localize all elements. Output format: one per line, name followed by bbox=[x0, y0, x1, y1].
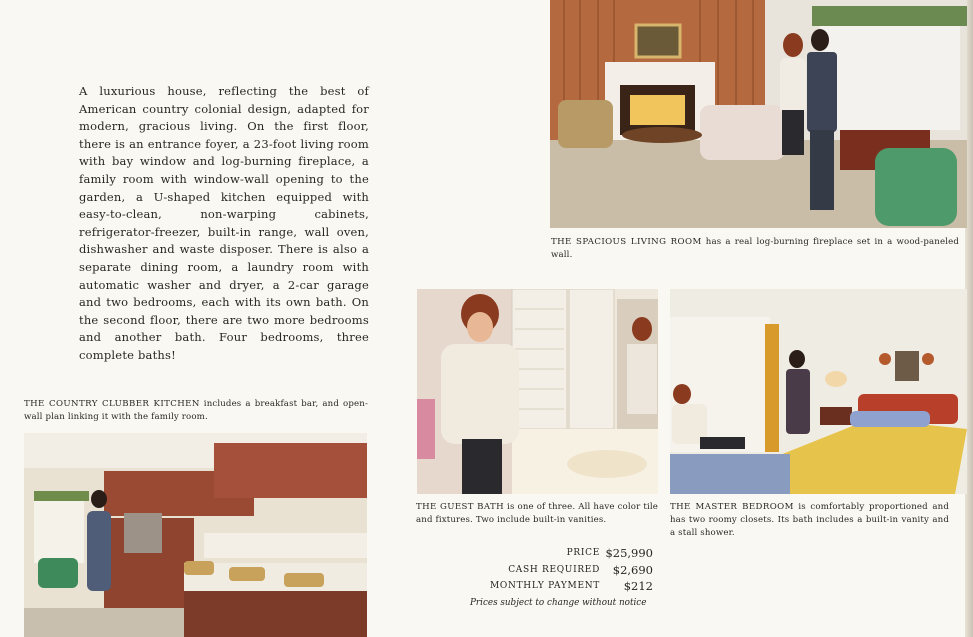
kitchen-caption-text: includes a breakfast bar, and open-wall plan linking it with the family room. bbox=[24, 399, 368, 422]
kitchen-caption bbox=[24, 398, 368, 424]
cash-required-row bbox=[417, 563, 653, 577]
guest-bath-caption-lead: THE GUEST BATH bbox=[416, 502, 505, 512]
guest-bath-photo bbox=[417, 289, 658, 494]
master-bedroom-caption bbox=[670, 501, 949, 540]
master-bedroom-caption-lead: THE MASTER BEDROOM bbox=[670, 502, 794, 512]
guest-bath-caption-text: is one of three. All have color tile and fixtures. Two include built-in vanities. bbox=[416, 502, 658, 525]
master-bedroom-photo bbox=[670, 289, 967, 494]
living-room-photo bbox=[550, 0, 967, 228]
cash-required-value: $2,690 bbox=[612, 563, 653, 577]
guest-bath-caption bbox=[416, 501, 658, 527]
monthly-payment-value: $212 bbox=[623, 579, 653, 593]
price-value: $25,990 bbox=[605, 546, 653, 560]
intro-paragraph: A luxurious house, reflecting the best of American country colonial design, adapted for modern, gracious living. On the first floor, there is an entrance foyer, a 23-foot living room with bay window and log-burning fireplace, a family room with window-wall opening to the garden, a U-shaped kitchen equipped with easy-to-clean, non-warping cabinets, refrigerator-freezer, built-in range, wall oven, dishwasher and waste disposer. There is also a separate dining room, a laundry room with automatic washer and dryer, a 2-car garage and two bedrooms, each with its own bath. On the second floor, there are two more bedrooms and another bath. Four bedrooms, three complete baths! bbox=[79, 84, 369, 362]
master-bedroom-caption-text: is comfortably proportioned and has two roomy closets. Its bath includes a built-in vanity and a stall shower. bbox=[670, 502, 950, 538]
living-room-caption bbox=[551, 236, 959, 262]
price-row bbox=[417, 546, 653, 560]
living-room-caption-text: has a real log-burning fireplace set in a wood-paneled wall. bbox=[551, 237, 959, 260]
cash-required-label: CASH REQUIRED bbox=[508, 565, 600, 575]
kitchen-caption-lead: THE COUNTRY CLUBBER KITCHEN bbox=[24, 399, 200, 409]
monthly-payment-label: MONTHLY PAYMENT bbox=[490, 581, 600, 591]
living-room-caption-lead: THE SPACIOUS LIVING ROOM bbox=[551, 237, 702, 247]
kitchen-photo bbox=[24, 433, 367, 637]
monthly-payment-row bbox=[417, 579, 653, 593]
price-disclaimer: Prices subject to change without notice bbox=[470, 598, 647, 608]
price-label: PRICE bbox=[566, 548, 600, 558]
